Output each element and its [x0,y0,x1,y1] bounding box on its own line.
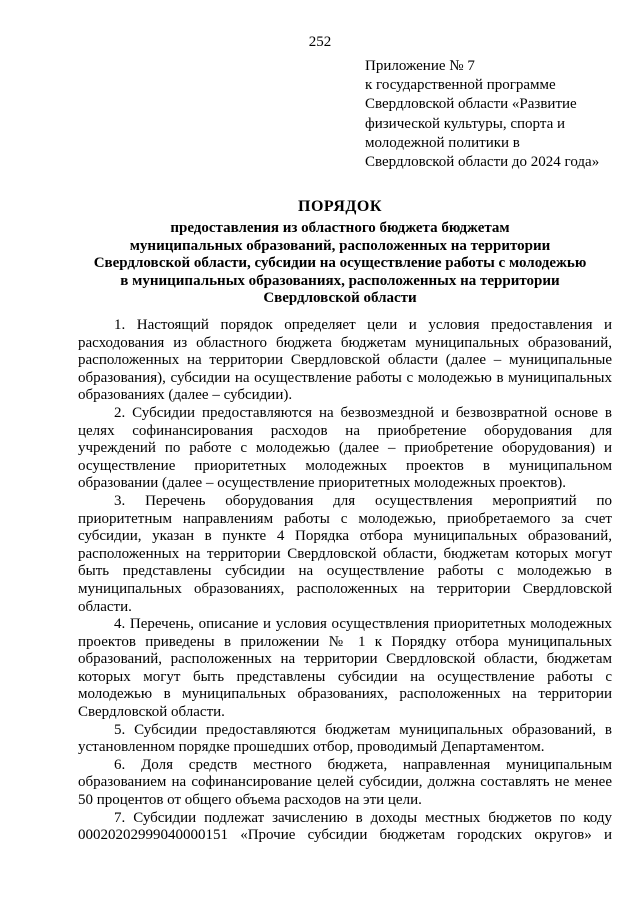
body-line: Свердловской области. [78,704,225,721]
body-line: расположенных на территории Свердловской области, бюджетам которых могут [78,545,612,562]
title-heading: ПОРЯДОК [298,198,382,215]
appendix-line: Приложение № 7 [365,58,475,74]
body-line: осуществление приоритетных молодежных проектов в муниципальном [78,457,612,474]
title-subheading-line: в муниципальных образованиях, расположенных на территории [120,272,560,289]
body-line: быть представлены субсидии на осуществление работы с молодежью в [78,563,612,580]
body-line: целях софинансирования расходов на приобретение оборудования для [78,422,612,439]
body-line: расположенных на территории Свердловской области (далее – муниципальные [78,352,612,369]
body-line: проектов приведены в приложении № 1 к Порядку отбора муниципальных [78,633,612,650]
appendix-line: физической культуры, спорта и [365,115,566,132]
appendix-line: к государственной программе [365,77,556,94]
body-line: образованием на софинансирование целей субсидии, должна составлять не менее [78,774,612,791]
title-subheading-line: предоставления из областного бюджета бюджетам [170,220,510,236]
document-title [70,197,610,308]
page-number: 252 [308,34,332,50]
body-line: образований, расположенных на территории Свердловской области, бюджетам [78,651,612,668]
document-body [78,317,612,845]
body-line: субсидии, указан в пункте 4 Порядка отбора муниципальных образований, [78,528,612,545]
body-line: образования), субсидии на осуществление работы с молодежью в муниципальных [78,369,612,386]
appendix-note [365,57,635,172]
title-subheading-line: Свердловской области, субсидии на осуществление работы с молодежью [93,255,587,271]
body-line: приоритетным направлениям работы с молодежью, приобретаемого за счет [78,510,612,527]
body-line: области. [78,598,132,615]
body-line: 2. Субсидии предоставляются на безвозмездной и безвозвратной основе в [114,404,612,421]
body-line: учреждений по работе с молодежью (далее – приобретение оборудования) и [78,440,612,457]
body-line: установленном порядке прошедших отбор, проводимый Департаментом. [78,739,545,756]
body-line: расходования из областного бюджета бюджетам муниципальных образований, [78,334,612,351]
body-line: 5. Субсидии предоставляются бюджетам муниципальных образований, в [114,721,612,738]
title-subheading [70,220,610,308]
appendix-line: молодежной политики в [365,134,520,151]
body-line: 1. Настоящий порядок определяет цели и условия предоставления и [114,317,612,333]
body-line: 3. Перечень оборудования для осуществления мероприятий по [114,492,612,509]
body-line: муниципальных образованиях, расположенных на территории Свердловской [78,580,612,597]
body-line: 7. Субсидии подлежат зачислению в доходы местных бюджетов по коду [114,809,612,826]
body-line: образованиях (далее – субсидии). [78,387,293,404]
body-line: которых могут быть представлены субсидии на осуществление работы с [78,668,612,685]
title-subheading-line: Свердловской области [263,290,417,306]
title-subheading-line: муниципальных образований, расположенных на территории [129,237,551,254]
body-line: 4. Перечень, описание и условия осуществления приоритетных молодежных [114,616,612,633]
body-line: 00020202999040000151 «Прочие субсидии бюджетам городских округов» и [78,827,612,844]
body-line: молодежью в муниципальных образованиях, расположенных на территории [78,686,612,703]
body-line: 50 процентов от общего объема расходов на эти цели. [78,792,422,809]
body-line: образовании (далее – осуществление приоритетных молодежных проектов). [78,475,567,492]
appendix-line: Свердловской области «Развитие [365,96,577,113]
appendix-line: Свердловской области до 2024 года» [365,154,600,171]
body-line: 6. Доля средств местного бюджета, направленная муниципальным [114,756,612,773]
